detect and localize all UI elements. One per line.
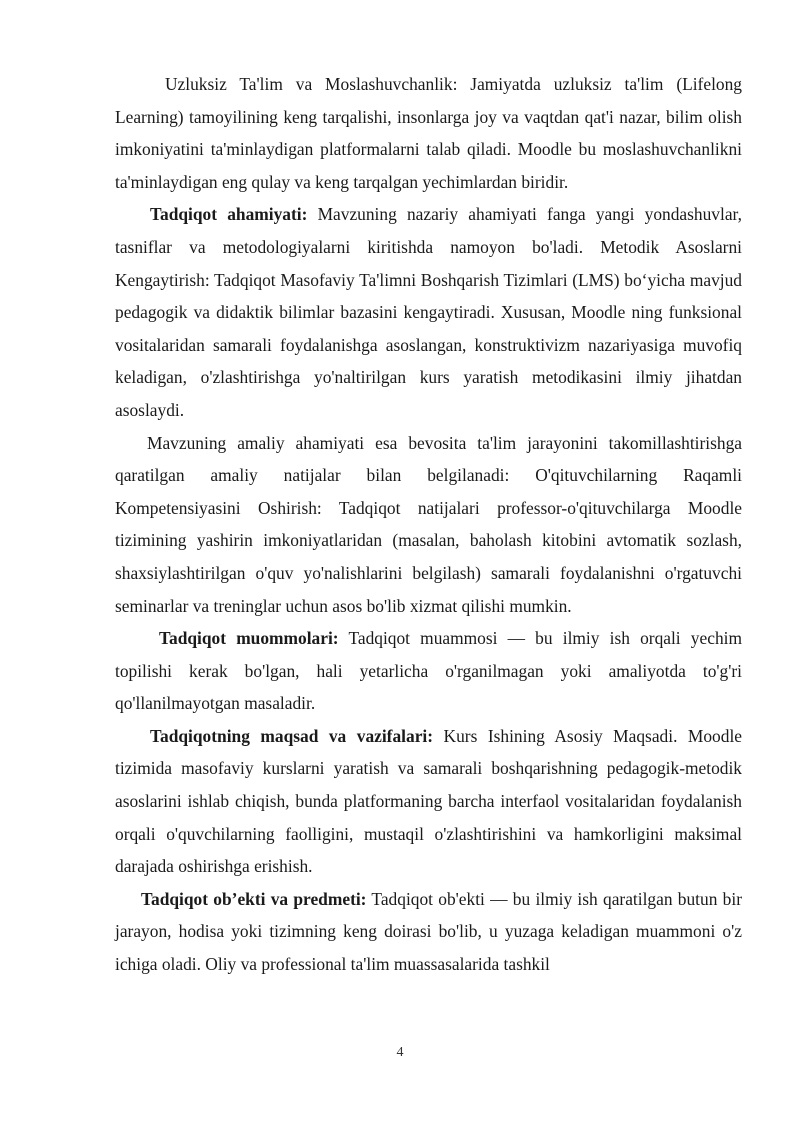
paragraph-heading: Tadqiqot muommolari: [159,628,339,649]
paragraph-goals-tasks [115,720,742,883]
paragraph-heading: Tadqiqotning maqsad va vazifalari: [150,725,434,746]
paragraph-practical-significance [115,427,742,623]
paragraph-text: Mavzuning amaliy ahamiyati esa bevosita ta'lim jarayonini takomillashtirishga qaratilgan amaliy natijalar bilan belgilanadi: O'qituvchilarning Raqamli Kompetensiyasini Oshirish: Tadqiqot natijalari professor-o'qituvchilarga Moodle tizimining yashirin imkoniyatlaridan (masalan, baholash kitobini avtomatik sozlash, shaxsiylashtirilgan o'quv yo'nalishlarini belgilash) samarali foydalanishni o'rgatuvchi seminarlar va treninglar uchun asos bo'lib xizmat qilishi mumkin. [115,432,742,616]
paragraph-heading: Tadqiqot ahamiyati: [150,204,308,225]
paragraph-text: Mavzuning nazariy ahamiyati fanga yangi yondashuvlar, tasniflar va metodologiyalarni kiritishda namoyon bo'ladi. Metodik Asoslarni Kengaytirish: Tadqiqot Masofaviy Ta'limni Boshqarish Tizimlari (LMS) bo‘yicha mavjud pedagogik va didaktik bilimlar bazasini kengaytiradi. Xususan, Moodle ning funksional vositalaridan samarali foydalanishga asoslangan, konstruktivizm nazariyasiga muvofiq keladigan, o'zlashtirishga yo'naltirilgan kurs yaratish metodikasini ilmiy jihatdan asoslaydi. [115,204,742,420]
paragraph-research-problems [115,622,742,720]
paragraph-text: Tadqiqot muammosi — bu ilmiy ish orqali yechim topilishi kerak bo'lgan, hali yetarlicha o'rganilmagan yoki amaliyotda to'g'ri qo'llanilmayotgan masaladir. [115,628,742,714]
paragraph-continuous-education [115,68,742,198]
paragraph-text: Kurs Ishining Asosiy Maqsadi. Moodle tizimida masofaviy kurslarni yaratish va samarali boshqarishning pedagogik-metodik asoslarini ishlab chiqish, bunda platformaning barcha interfaol vositalaridan foydalanish orqali o'quvchilarning faolligini, mustaqil o'zlashtirishini va hamkorligini maksimal darajada oshirishga erishish. [115,725,742,877]
paragraph-heading: Tadqiqot ob’ekti va predmeti: [141,888,367,909]
paragraph-text: Uzluksiz Ta'lim va Moslashuvchanlik: Jamiyatda uzluksiz ta'lim (Lifelong Learning) tamoyilining keng tarqalishi, insonlarga joy va vaqtdan qat'i nazar, bilim olish imkoniyatini ta'minlaydigan platformalarni talab qiladi. Moodle bu moslashuvchanlikni ta'minlaydigan eng qulay va keng tarqalgan yechimlardan biridir. [115,74,742,192]
page-number: 4 [396,1045,404,1060]
paragraph-object-subject [115,883,742,981]
paragraph-text: Tadqiqot ob'ekti — bu ilmiy ish qaratilgan butun bir jarayon, hodisa yoki tizimning keng doirasi bo'lib, u yuzaga keladigan muammoni o'z ichiga oladi. Oliy va professional ta'lim muassasalarida tashkil [115,888,742,975]
document-page [115,68,742,981]
paragraph-research-significance [115,198,742,426]
